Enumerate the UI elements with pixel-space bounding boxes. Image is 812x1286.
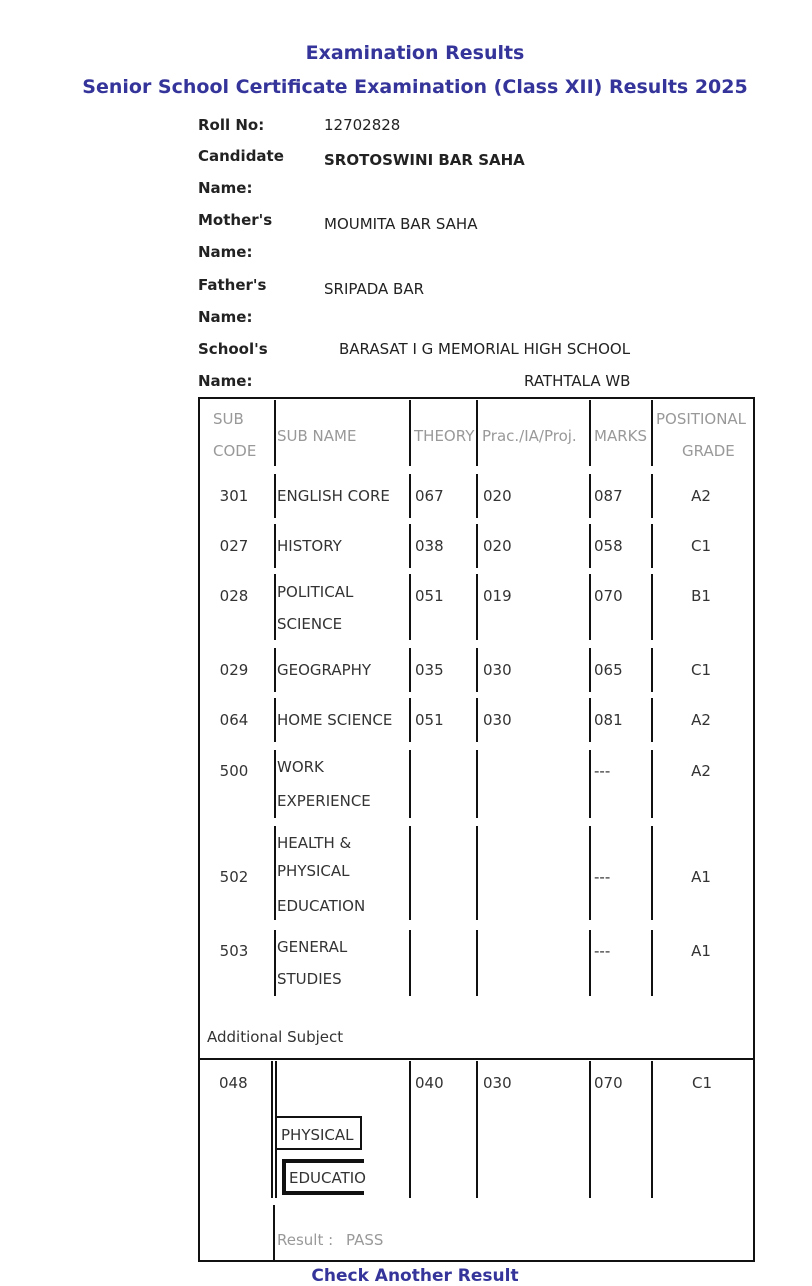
- positional-grade: A2: [691, 762, 711, 780]
- additional-grade: C1: [692, 1074, 713, 1092]
- header-grade: POSITIONAL: [656, 410, 747, 428]
- prac-marks: 019: [483, 587, 512, 605]
- column-divider: [589, 524, 591, 568]
- additional-name-2: EDUCATIO: [282, 1159, 364, 1195]
- sub-name: EDUCATION: [277, 897, 366, 915]
- theory-marks: 038: [415, 537, 444, 555]
- header-name: SUB NAME: [277, 427, 357, 445]
- column-divider: [476, 474, 478, 518]
- mother-label: Mother's: [198, 211, 273, 229]
- divider: [198, 1058, 753, 1060]
- column-divider: [476, 930, 478, 996]
- sub-name: EXPERIENCE: [277, 792, 371, 810]
- prac-marks: 030: [483, 711, 512, 729]
- positional-grade: A1: [691, 868, 711, 886]
- prac-marks: 030: [483, 661, 512, 679]
- sub-name: WORK: [277, 758, 324, 776]
- column-divider: [476, 750, 478, 818]
- sub-name: HOME SCIENCE: [277, 711, 393, 729]
- column-divider: [589, 750, 591, 818]
- sub-name: ENGLISH CORE: [277, 487, 390, 505]
- total-marks: 081: [594, 711, 623, 729]
- sub-code: 064: [219, 711, 249, 729]
- page-subtitle: Senior School Certificate Examination (Class XII) Results 2025: [82, 76, 748, 98]
- column-divider: [271, 1061, 273, 1198]
- column-divider: [274, 698, 276, 742]
- column-divider: [409, 474, 411, 518]
- column-divider: [476, 648, 478, 692]
- column-divider: [476, 698, 478, 742]
- column-divider: [651, 400, 653, 466]
- sub-name: POLITICAL: [277, 583, 354, 601]
- column-divider: [476, 574, 478, 640]
- sub-name: GENERAL: [277, 938, 348, 956]
- theory-marks: 035: [415, 661, 444, 679]
- father-label-2: Name:: [198, 308, 253, 326]
- column-divider: [274, 648, 276, 692]
- column-divider: [409, 930, 411, 996]
- prac-marks: 020: [483, 487, 512, 505]
- column-divider: [651, 524, 653, 568]
- sub-name: HEALTH &: [277, 834, 352, 852]
- name-label-2: Name:: [198, 179, 253, 197]
- column-divider: [651, 474, 653, 518]
- column-divider: [409, 750, 411, 818]
- additional-name: PHYSICAL: [277, 1116, 362, 1150]
- column-divider: [274, 826, 276, 920]
- column-divider: [589, 474, 591, 518]
- header-code: SUB: [213, 410, 244, 428]
- header-marks: MARKS: [594, 427, 647, 445]
- sub-name: STUDIES: [277, 970, 342, 988]
- theory-marks: 051: [415, 711, 444, 729]
- column-divider: [274, 930, 276, 996]
- result-value: PASS: [346, 1231, 384, 1249]
- total-marks: ---: [594, 762, 611, 780]
- total-marks: 065: [594, 661, 623, 679]
- school-name-2: RATHTALA WB: [524, 372, 631, 390]
- column-divider: [651, 1061, 653, 1198]
- page-title: Examination Results: [305, 42, 525, 64]
- additional-theory: 040: [415, 1074, 444, 1092]
- column-divider: [589, 400, 591, 466]
- theory-marks: 051: [415, 587, 444, 605]
- column-divider: [589, 648, 591, 692]
- column-divider: [651, 930, 653, 996]
- prac-marks: 020: [483, 537, 512, 555]
- sub-code: 027: [219, 537, 249, 555]
- column-divider: [476, 826, 478, 920]
- column-divider: [274, 524, 276, 568]
- result-label: Result :: [277, 1231, 334, 1249]
- sub-code: 028: [219, 587, 249, 605]
- sub-name: HISTORY: [277, 537, 342, 555]
- positional-grade: A2: [691, 711, 711, 729]
- theory-marks: 067: [415, 487, 444, 505]
- sub-name: GEOGRAPHY: [277, 661, 372, 679]
- sub-code: 500: [219, 762, 249, 780]
- positional-grade: A2: [691, 487, 711, 505]
- column-divider: [589, 1061, 591, 1198]
- column-divider: [476, 400, 478, 466]
- total-marks: 087: [594, 487, 623, 505]
- header-prac: Prac./IA/Proj.: [482, 427, 577, 445]
- additional-marks: 070: [594, 1074, 623, 1092]
- check-another-result-link[interactable]: Check Another Result: [311, 1266, 519, 1286]
- column-divider: [476, 1061, 478, 1198]
- roll-label: Roll No:: [198, 116, 265, 134]
- column-divider: [651, 574, 653, 640]
- sub-name: PHYSICAL: [277, 862, 350, 880]
- column-divider: [274, 474, 276, 518]
- roll-value: 12702828: [324, 116, 401, 134]
- school-name: BARASAT I G MEMORIAL HIGH SCHOOL: [339, 340, 631, 358]
- column-divider: [409, 1061, 411, 1198]
- column-divider: [651, 698, 653, 742]
- positional-grade: C1: [690, 537, 712, 555]
- sub-code: 502: [219, 868, 249, 886]
- additional-code: 048: [219, 1074, 248, 1092]
- column-divider: [409, 698, 411, 742]
- column-divider: [589, 930, 591, 996]
- total-marks: ---: [594, 942, 611, 960]
- column-divider: [651, 648, 653, 692]
- positional-grade: A1: [691, 942, 711, 960]
- column-divider: [589, 826, 591, 920]
- column-divider: [589, 574, 591, 640]
- father-label: Father's: [198, 276, 267, 294]
- sub-code: 301: [219, 487, 249, 505]
- mother-label-2: Name:: [198, 243, 253, 261]
- column-divider: [274, 574, 276, 640]
- total-marks: ---: [594, 868, 611, 886]
- additional-prac: 030: [483, 1074, 512, 1092]
- sub-code: 503: [219, 942, 249, 960]
- positional-grade: B1: [691, 587, 711, 605]
- column-divider: [409, 574, 411, 640]
- candidate-name: SROTOSWINI BAR SAHA: [324, 151, 525, 169]
- column-divider: [651, 826, 653, 920]
- header-code-2: CODE: [213, 442, 257, 460]
- column-divider: [409, 826, 411, 920]
- sub-code: 029: [219, 661, 249, 679]
- additional-subject-label: Additional Subject: [207, 1028, 344, 1046]
- column-divider: [589, 698, 591, 742]
- total-marks: 058: [594, 537, 623, 555]
- column-divider: [274, 750, 276, 818]
- sub-name: SCIENCE: [277, 615, 343, 633]
- column-divider: [273, 1205, 275, 1260]
- mother-name: MOUMITA BAR SAHA: [324, 215, 478, 233]
- column-divider: [651, 750, 653, 818]
- school-label: School's: [198, 340, 268, 358]
- column-divider: [274, 400, 276, 466]
- column-divider: [476, 524, 478, 568]
- school-label-2: Name:: [198, 372, 253, 390]
- header-theory: THEORY: [414, 427, 475, 445]
- column-divider: [409, 400, 411, 466]
- column-divider: [409, 524, 411, 568]
- column-divider: [409, 648, 411, 692]
- positional-grade: C1: [690, 661, 712, 679]
- total-marks: 070: [594, 587, 623, 605]
- name-label: Candidate: [198, 147, 284, 165]
- father-name: SRIPADA BAR: [324, 280, 425, 298]
- header-grade-2: GRADE: [682, 442, 735, 460]
